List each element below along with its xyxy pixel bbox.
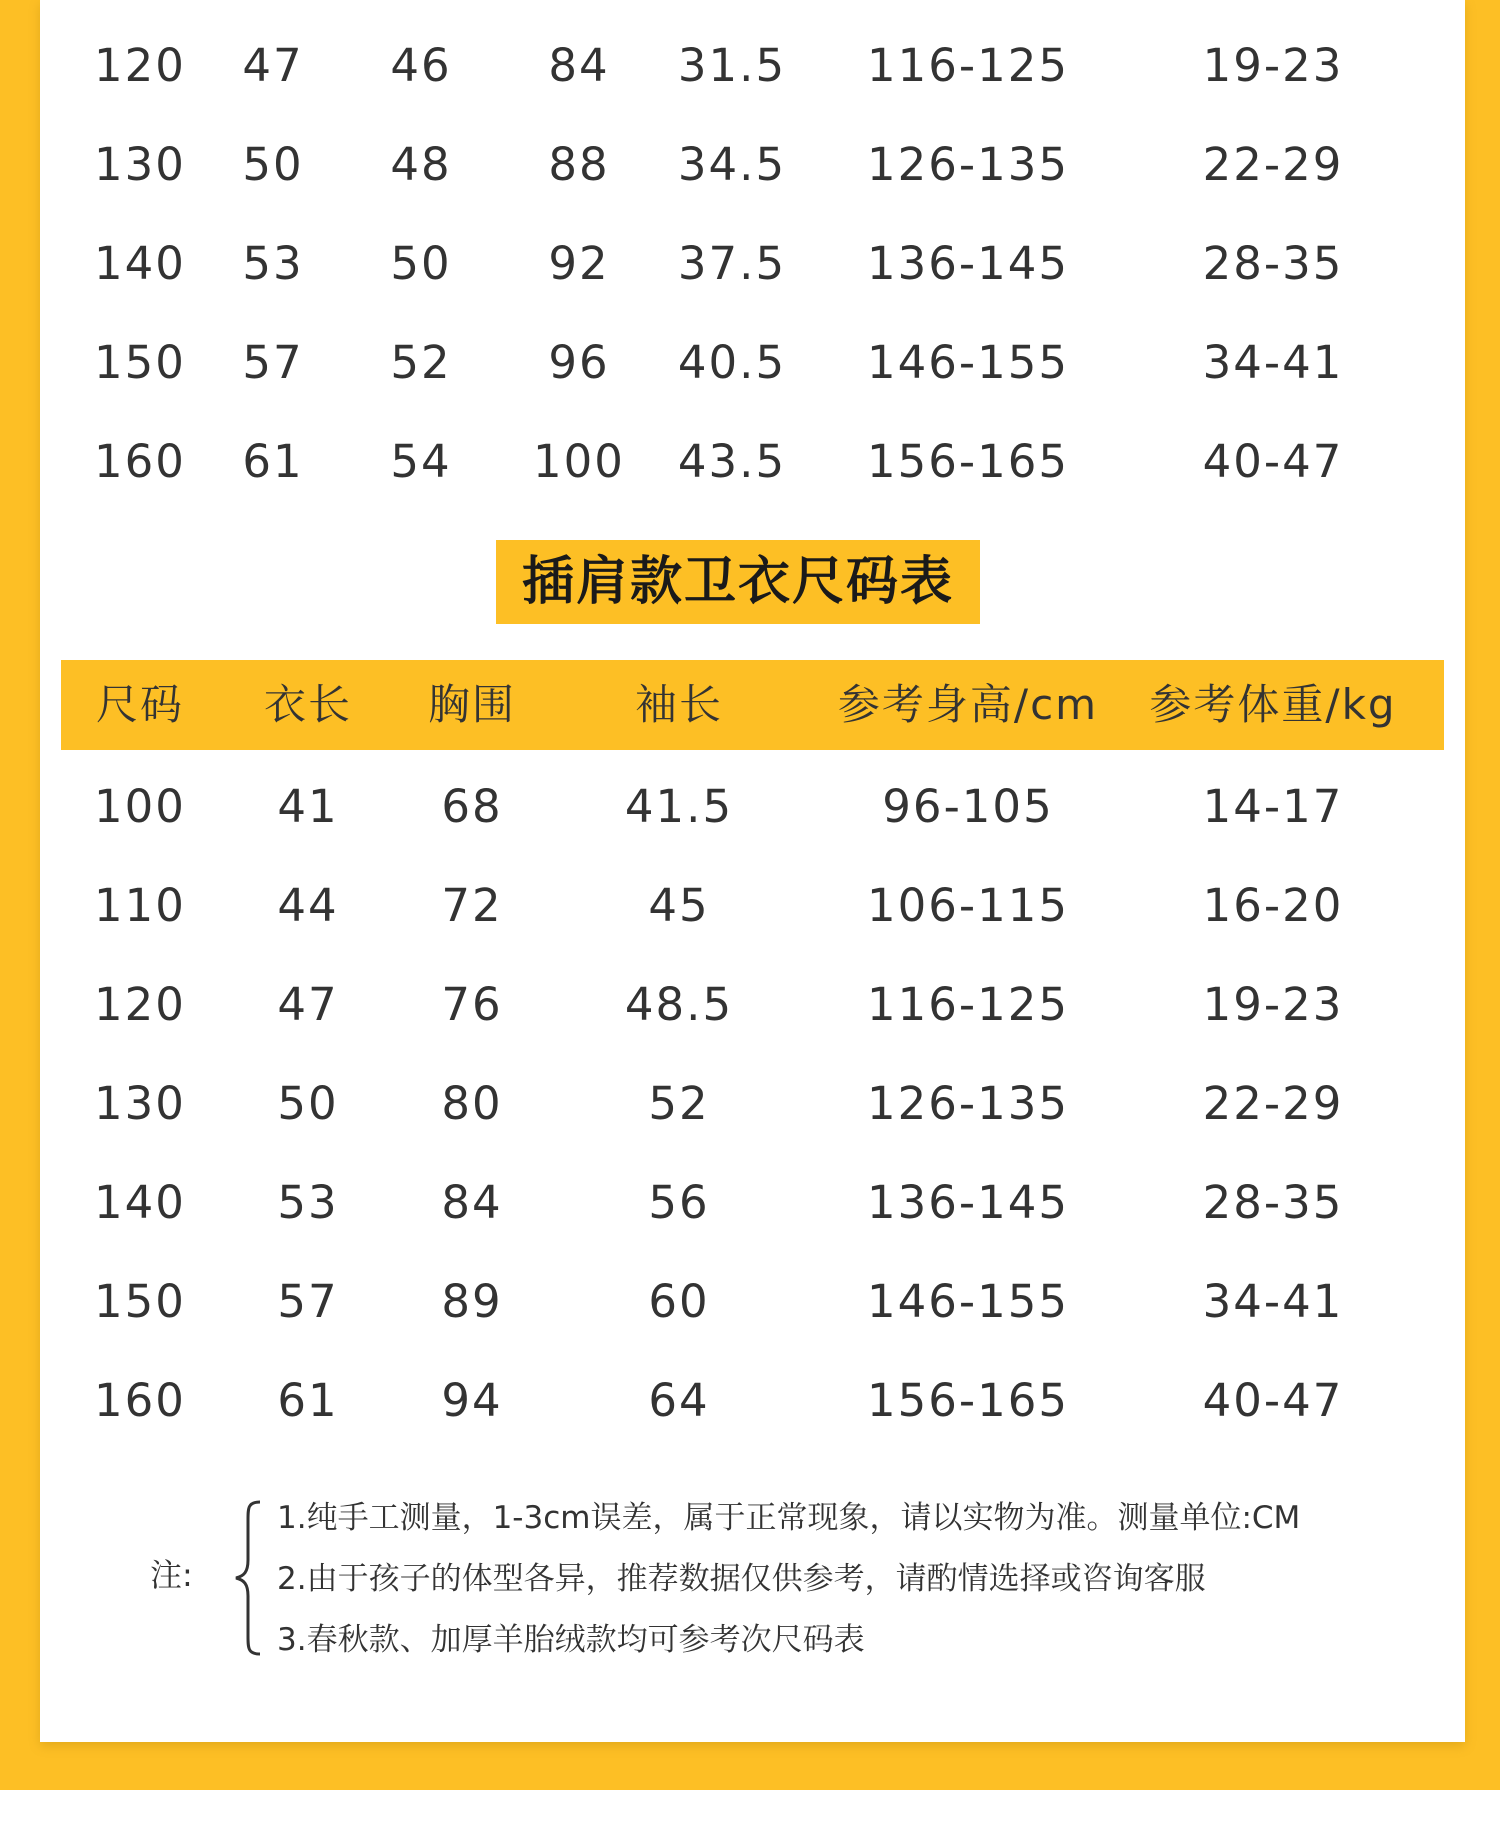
table-row <box>40 876 1465 936</box>
table-cell: 50 <box>390 237 452 290</box>
table-cell: 80 <box>441 1077 503 1130</box>
table-cell: 140 <box>94 1176 186 1229</box>
table-cell: 44 <box>277 879 339 932</box>
table-cell: 48.5 <box>624 978 734 1031</box>
header-sleeve: 袖长 <box>634 680 724 729</box>
table-header <box>61 660 1444 750</box>
table-cell: 52 <box>390 336 452 389</box>
note-line-2: 2.由于孩子的体型各异，推荐数据仅供参考，请酌情选择或咨询客服 <box>277 1561 1206 1597</box>
brace-icon <box>230 1498 270 1658</box>
table-cell: 100 <box>533 435 625 488</box>
table-cell: 88 <box>548 138 610 191</box>
table-cell: 22-29 <box>1202 138 1344 191</box>
table-cell: 96 <box>548 336 610 389</box>
table-cell: 156-165 <box>866 1374 1070 1427</box>
table-cell: 120 <box>94 978 186 1031</box>
table-cell: 50 <box>242 138 304 191</box>
table-cell: 48 <box>390 138 452 191</box>
table-cell: 136-145 <box>866 1176 1070 1229</box>
table-row <box>40 432 1465 492</box>
header-length: 衣长 <box>263 680 353 729</box>
table-cell: 53 <box>242 237 304 290</box>
table-cell: 160 <box>94 1374 186 1427</box>
table-cell: 130 <box>94 1077 186 1130</box>
table-cell: 56 <box>648 1176 710 1229</box>
table-cell: 45 <box>648 879 710 932</box>
table-cell: 28-35 <box>1202 237 1344 290</box>
table-cell: 34-41 <box>1202 336 1344 389</box>
table-cell: 106-115 <box>866 879 1070 932</box>
table-cell: 150 <box>94 336 186 389</box>
table-cell: 61 <box>277 1374 339 1427</box>
table-cell: 61 <box>242 435 304 488</box>
table-cell: 84 <box>548 39 610 92</box>
table-row <box>40 1173 1465 1233</box>
table-cell: 146-155 <box>866 336 1070 389</box>
table-cell: 57 <box>277 1275 339 1328</box>
table-row <box>40 135 1465 195</box>
table-cell: 140 <box>94 237 186 290</box>
header-weight: 参考体重/kg <box>1149 680 1397 729</box>
table-cell: 22-29 <box>1202 1077 1344 1130</box>
table-cell: 96-105 <box>882 780 1054 833</box>
table-cell: 130 <box>94 138 186 191</box>
table-cell: 84 <box>441 1176 503 1229</box>
table-row <box>40 333 1465 393</box>
table-cell: 14-17 <box>1202 780 1344 833</box>
table-row <box>40 975 1465 1035</box>
table-cell: 41.5 <box>624 780 734 833</box>
table-row <box>40 1371 1465 1431</box>
table-cell: 19-23 <box>1202 39 1344 92</box>
table-cell: 43.5 <box>677 435 787 488</box>
table-cell: 19-23 <box>1202 978 1344 1031</box>
table-cell: 100 <box>94 780 186 833</box>
table-row <box>40 777 1465 837</box>
table-cell: 126-135 <box>866 138 1070 191</box>
table-cell: 37.5 <box>677 237 787 290</box>
table-cell: 50 <box>277 1077 339 1130</box>
table-cell: 92 <box>548 237 610 290</box>
table-cell: 156-165 <box>866 435 1070 488</box>
table-cell: 150 <box>94 1275 186 1328</box>
table-cell: 34-41 <box>1202 1275 1344 1328</box>
table-cell: 31.5 <box>677 39 787 92</box>
table-cell: 53 <box>277 1176 339 1229</box>
notes-label: 注: <box>150 1556 193 1594</box>
note-line-1: 1.纯手工测量，1-3cm误差，属于正常现象，请以实物为准。测量单位:CM <box>277 1500 1301 1536</box>
table-cell: 64 <box>648 1374 710 1427</box>
table-row <box>40 1074 1465 1134</box>
table-cell: 47 <box>277 978 339 1031</box>
header-size: 尺码 <box>95 680 185 729</box>
note-line-3: 3.春秋款、加厚羊胎绒款均可参考次尺码表 <box>277 1622 865 1658</box>
table-cell: 54 <box>390 435 452 488</box>
table-row <box>40 1272 1465 1332</box>
notes-section <box>110 1480 1410 1660</box>
header-chest: 胸围 <box>427 680 517 729</box>
table-cell: 16-20 <box>1202 879 1344 932</box>
raglan-size-chart-title: 插肩款卫衣尺码表 <box>496 540 980 624</box>
table-cell: 52 <box>648 1077 710 1130</box>
table-cell: 94 <box>441 1374 503 1427</box>
table-cell: 160 <box>94 435 186 488</box>
table-cell: 46 <box>390 39 452 92</box>
table-cell: 126-135 <box>866 1077 1070 1130</box>
table-cell: 116-125 <box>866 978 1070 1031</box>
table-cell: 89 <box>441 1275 503 1328</box>
table-row <box>40 36 1465 96</box>
table-row <box>40 234 1465 294</box>
size-chart-card <box>40 0 1465 1742</box>
table-cell: 146-155 <box>866 1275 1070 1328</box>
table-cell: 34.5 <box>677 138 787 191</box>
table-cell: 40-47 <box>1202 435 1344 488</box>
table-cell: 76 <box>441 978 503 1031</box>
table-cell: 28-35 <box>1202 1176 1344 1229</box>
table-cell: 116-125 <box>866 39 1070 92</box>
table-cell: 110 <box>94 879 186 932</box>
table-cell: 47 <box>242 39 304 92</box>
table-cell: 40.5 <box>677 336 787 389</box>
table-cell: 136-145 <box>866 237 1070 290</box>
header-height: 参考身高/cm <box>837 680 1099 729</box>
table-cell: 41 <box>277 780 339 833</box>
table-cell: 40-47 <box>1202 1374 1344 1427</box>
table-cell: 120 <box>94 39 186 92</box>
table-cell: 68 <box>441 780 503 833</box>
table-cell: 60 <box>648 1275 710 1328</box>
table-cell: 57 <box>242 336 304 389</box>
table-cell: 72 <box>441 879 503 932</box>
